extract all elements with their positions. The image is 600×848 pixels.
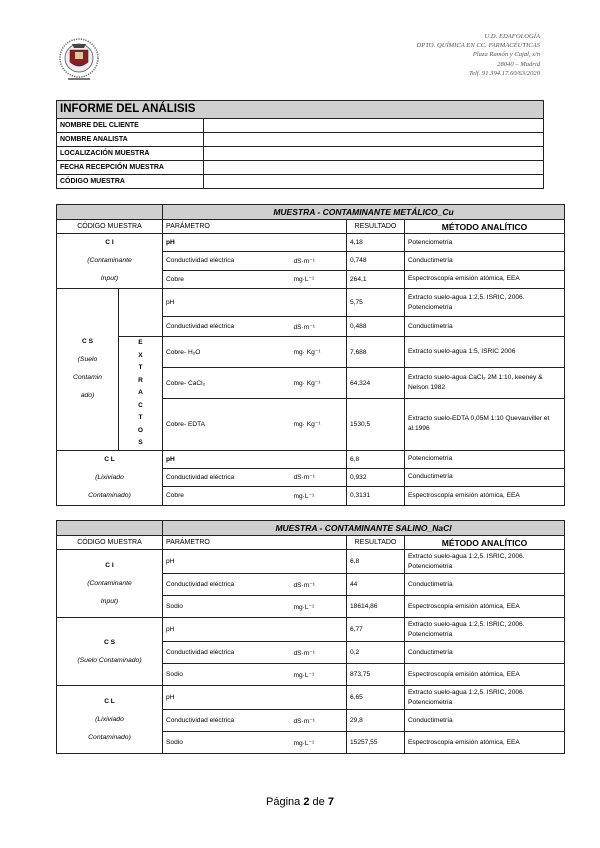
result-cell: 0,488: [347, 317, 405, 337]
banner-blank: [57, 521, 163, 536]
sample-code-cl: [57, 686, 163, 754]
sample-desc: (Lixiviado: [95, 715, 124, 723]
unit-cell: dS·m⁻¹: [291, 252, 347, 270]
param-cell: Conductividad eléctrica: [163, 252, 291, 270]
col-param-header: PARÁMETRO: [163, 220, 347, 234]
col-result-header: RESULTADO: [347, 220, 405, 234]
extractos-letter: T: [138, 364, 143, 371]
client-name-label: NOMBRE DEL CLIENTE: [57, 119, 204, 133]
page-number: 2: [303, 796, 310, 808]
page-of: de: [312, 796, 325, 808]
reception-date-label: FECHA RECEPCIÓN MUESTRA: [57, 161, 204, 175]
result-cell: 0,932: [347, 468, 405, 486]
sample-desc: (Suelo: [77, 356, 98, 364]
col-method-header: MÉTODO ANALÍTICO: [405, 220, 565, 234]
param-cell: pH: [163, 686, 291, 710]
page-total: 7: [327, 796, 334, 808]
result-cell: 873,75: [347, 664, 405, 686]
result-cell: 0,2: [347, 642, 405, 664]
report-info-table: [56, 100, 544, 189]
method-cell: Conductimetría: [405, 252, 565, 270]
param-cell: Conductividad eléctrica: [163, 574, 291, 596]
sample-code: C I: [105, 561, 114, 569]
sample-code-ci: [57, 234, 163, 289]
unit-cell: mg·L⁻¹: [291, 596, 347, 618]
unit-cell: [291, 686, 347, 710]
extractos-letter: T: [138, 414, 143, 421]
header-line: 28040 – Madrid: [497, 60, 540, 68]
extractos-letter: C: [138, 401, 143, 409]
param-cell: pH: [163, 618, 291, 642]
result-cell: 15257,55: [347, 732, 405, 754]
param-cell: Cobre: [163, 270, 291, 288]
col-code-header: CÓDIGO MUESTRA: [57, 220, 163, 234]
reception-date-value[interactable]: [204, 161, 544, 175]
sample-desc: (Contaminante: [87, 579, 132, 587]
sample-desc: ado): [80, 392, 95, 400]
header-line: U.D. EDAFOLOGÍA: [484, 33, 540, 40]
page-footer: [0, 796, 600, 808]
param-cell: Conductividad eléctrica: [163, 317, 291, 337]
unit-cell: dS·m⁻¹: [291, 317, 347, 337]
extractos-letter: R: [138, 376, 143, 384]
saline-results-table: [56, 520, 565, 754]
sample-desc: Input): [100, 597, 119, 605]
unit-cell: [291, 618, 347, 642]
table-banner: MUESTRA - CONTAMINANTE SALINO_NaCl: [163, 521, 565, 536]
unit-cell: mg·L⁻¹: [291, 732, 347, 754]
analyst-name-label: NOMBRE ANALISTA: [57, 133, 204, 147]
method-cell: Extracto suelo-agua 1:2,5. ISRIC, 2006. Potenciometría: [405, 618, 565, 642]
method-cell: Extracto suelo-agua 1:5, ISRIC 2006: [405, 337, 565, 368]
param-cell: Conductividad eléctrica: [163, 710, 291, 732]
sample-code-value[interactable]: [204, 175, 544, 189]
result-cell: 64,324: [347, 368, 405, 399]
unit-cell: mg·L⁻¹: [291, 270, 347, 288]
sample-desc: Contaminado): [88, 733, 131, 741]
university-seal-logo: [58, 34, 100, 86]
extractos-letter: X: [138, 351, 143, 359]
method-cell: Extracto suelo-agua 1:2,5. ISRIC, 2006. Potenciometría: [405, 550, 565, 574]
client-name-value[interactable]: [204, 119, 544, 133]
result-cell: 18614,86: [347, 596, 405, 618]
sample-code: C S: [104, 638, 115, 646]
sample-desc: (Contaminante: [87, 257, 132, 264]
extractos-letter: O: [137, 426, 144, 434]
header-line: DPTO. QUÍMICA EN CC. FARMACÉUTICAS: [416, 42, 540, 50]
method-cell: Extracto suelo-EDTA 0,05M 1:10 Quevauviller et al.1996: [405, 399, 565, 450]
result-cell: 4,18: [347, 234, 405, 252]
sample-code: C I: [105, 239, 114, 246]
sample-code-ci: [57, 550, 163, 618]
method-cell: Conductimetría: [405, 710, 565, 732]
col-code-header: CÓDIGO MUESTRA: [57, 536, 163, 550]
report-title: INFORME DEL ANÁLISIS: [57, 101, 544, 119]
sample-desc: Contamin: [72, 374, 103, 382]
param-cell: Sodio: [163, 596, 291, 618]
result-cell: 7,688: [347, 337, 405, 368]
result-cell: 6,8: [347, 550, 405, 574]
unit-cell: mg· Kg⁻¹: [291, 368, 347, 399]
sample-location-label: LOCALIZACIÓN MUESTRA: [57, 147, 204, 161]
result-cell: 0,748: [347, 252, 405, 270]
sample-desc: (Suelo Contaminado): [77, 656, 142, 664]
sample-code-label: CÓDIGO MUESTRA: [57, 175, 204, 189]
sample-desc: (Lixiviado: [95, 473, 124, 481]
param-cell: Sodio: [163, 664, 291, 686]
unit-cell: [291, 234, 347, 252]
extractos-letter: E: [138, 339, 143, 346]
sample-code-cl: [57, 450, 163, 505]
result-cell: 6,65: [347, 686, 405, 710]
unit-cell: [291, 550, 347, 574]
param-cell: Cobre- EDTA: [163, 399, 291, 450]
method-cell: Extracto suelo-agua 1:2,5. ISRIC, 2006. Potenciometría: [405, 289, 565, 317]
unit-cell: dS·m⁻¹: [291, 468, 347, 486]
banner-blank: [57, 205, 163, 220]
result-cell: 29,8: [347, 710, 405, 732]
header-line: Plaza Ramón y Cajal, s/n: [472, 51, 540, 59]
sample-code: C S: [82, 338, 93, 346]
sample-code-cs: [57, 289, 119, 451]
sample-code: C L: [104, 455, 115, 463]
unit-cell: mg· Kg⁻¹: [291, 399, 347, 450]
unit-cell: [291, 289, 347, 317]
method-cell: Conductimetría: [405, 574, 565, 596]
result-cell: 264,1: [347, 270, 405, 288]
method-cell: Espectroscopía emisión atómica, EEA: [405, 732, 565, 754]
param-cell: Conductividad eléctrica: [163, 642, 291, 664]
department-address: [320, 32, 540, 78]
unit-cell: dS·m⁻¹: [291, 574, 347, 596]
result-cell: 6,77: [347, 618, 405, 642]
method-cell: Potenciometría: [405, 234, 565, 252]
analyst-name-value[interactable]: [204, 133, 544, 147]
col-method-header: MÉTODO ANALÍTICO: [405, 536, 565, 550]
method-cell: Conductimetría: [405, 642, 565, 664]
unit-cell: mg·L⁻¹: [291, 487, 347, 505]
unit-cell: dS·m⁻¹: [291, 642, 347, 664]
extractos-blank: [119, 289, 163, 337]
param-cell: Conductividad eléctrica: [163, 468, 291, 486]
sample-code: C L: [104, 697, 115, 705]
sample-desc: Input): [100, 275, 119, 282]
table-banner: MUESTRA - CONTAMINANTE METÁLICO_Cu: [163, 205, 565, 220]
method-cell: Espectroscopía emisión atómica, EEA: [405, 487, 565, 505]
param-cell: pH: [163, 289, 291, 317]
unit-cell: [291, 450, 347, 468]
method-cell: Espectroscopía emisión atómica, EEA: [405, 596, 565, 618]
unit-cell: mg·L⁻¹: [291, 664, 347, 686]
method-cell: Conductimetría: [405, 468, 565, 486]
method-cell: Extracto suelo-agua 1:2,5. ISRIC, 2006. Potenciometría: [405, 686, 565, 710]
result-cell: 0,3131: [347, 487, 405, 505]
param-cell: pH: [163, 234, 291, 252]
param-cell: Cobre: [163, 487, 291, 505]
method-cell: Espectroscopía emisión atómica, EEA: [405, 664, 565, 686]
method-cell: Potenciometría: [405, 450, 565, 468]
param-cell: Cobre- H₂O: [163, 337, 291, 368]
method-cell: Conductimetría: [405, 317, 565, 337]
unit-cell: mg· Kg⁻¹: [291, 337, 347, 368]
header-line: Telf. 91.394.17.60/63/2020: [468, 69, 540, 77]
param-cell: pH: [163, 450, 291, 468]
result-cell: 1530,5: [347, 399, 405, 450]
extractos-letter: A: [138, 389, 143, 396]
param-cell: Sodio: [163, 732, 291, 754]
metal-results-table: [56, 204, 565, 506]
extractos-letter: S: [138, 439, 143, 446]
extractos-label: [119, 337, 163, 451]
method-cell: Extracto suelo-agua CaCl₂ 2M 1:10, keeney & Nelson 1982: [405, 368, 565, 399]
unit-cell: dS·m⁻¹: [291, 710, 347, 732]
col-param-header: PARÁMETRO: [163, 536, 347, 550]
page-prefix: Página: [266, 796, 301, 808]
param-cell: pH: [163, 550, 291, 574]
result-cell: 5,75: [347, 289, 405, 317]
method-cell: Espectroscopía emisión atómica, EEA: [405, 270, 565, 288]
col-result-header: RESULTADO: [347, 536, 405, 550]
result-cell: 44: [347, 574, 405, 596]
result-cell: 6,8: [347, 450, 405, 468]
sample-code-cs: [57, 618, 163, 686]
sample-desc: Contaminado): [88, 491, 131, 499]
param-cell: Cobre- CaCl₂: [163, 368, 291, 399]
sample-location-value[interactable]: [204, 147, 544, 161]
